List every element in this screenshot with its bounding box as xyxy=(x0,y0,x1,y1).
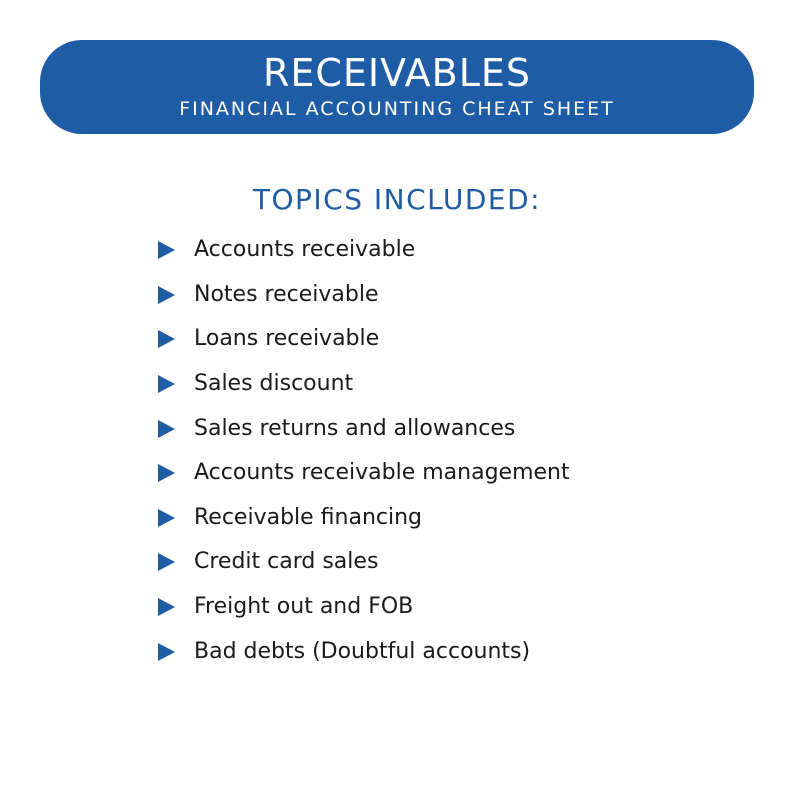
topic-list xyxy=(158,228,570,674)
list-item xyxy=(158,540,570,585)
list-item xyxy=(158,629,570,674)
page-title: RECEIVABLES xyxy=(262,51,532,95)
list-item xyxy=(158,496,570,541)
list-item-label: Loans receivable xyxy=(194,326,380,352)
triangle-bullet-icon xyxy=(158,464,175,482)
triangle-bullet-icon xyxy=(158,553,175,571)
list-item xyxy=(158,273,570,318)
list-item-label: Credit card sales xyxy=(194,549,379,575)
triangle-bullet-icon xyxy=(158,643,175,661)
list-item xyxy=(158,362,570,407)
triangle-bullet-icon xyxy=(158,241,175,259)
list-item-label: Sales discount xyxy=(194,371,354,397)
list-item-label: Freight out and FOB xyxy=(194,594,414,620)
list-item xyxy=(158,406,570,451)
triangle-bullet-icon xyxy=(158,509,175,527)
list-item xyxy=(158,585,570,630)
list-item xyxy=(158,228,570,273)
topics-heading: TOPICS INCLUDED: xyxy=(252,183,542,216)
title-banner xyxy=(40,40,754,134)
list-item-label: Bad debts (Doubtful accounts) xyxy=(194,638,531,664)
triangle-bullet-icon xyxy=(158,375,175,393)
list-item-label: Receivable financing xyxy=(194,504,423,530)
list-item xyxy=(158,451,570,496)
list-item-label: Notes receivable xyxy=(194,281,379,307)
triangle-bullet-icon xyxy=(158,286,175,304)
triangle-bullet-icon xyxy=(158,420,175,438)
list-item-label: Sales returns and allowances xyxy=(194,415,516,441)
triangle-bullet-icon xyxy=(158,598,175,616)
list-item xyxy=(158,317,570,362)
triangle-bullet-icon xyxy=(158,330,175,348)
page-subtitle: FINANCIAL ACCOUNTING CHEAT SHEET xyxy=(179,98,615,120)
list-item-label: Accounts receivable management xyxy=(194,460,570,486)
list-item-label: Accounts receivable xyxy=(194,237,416,263)
